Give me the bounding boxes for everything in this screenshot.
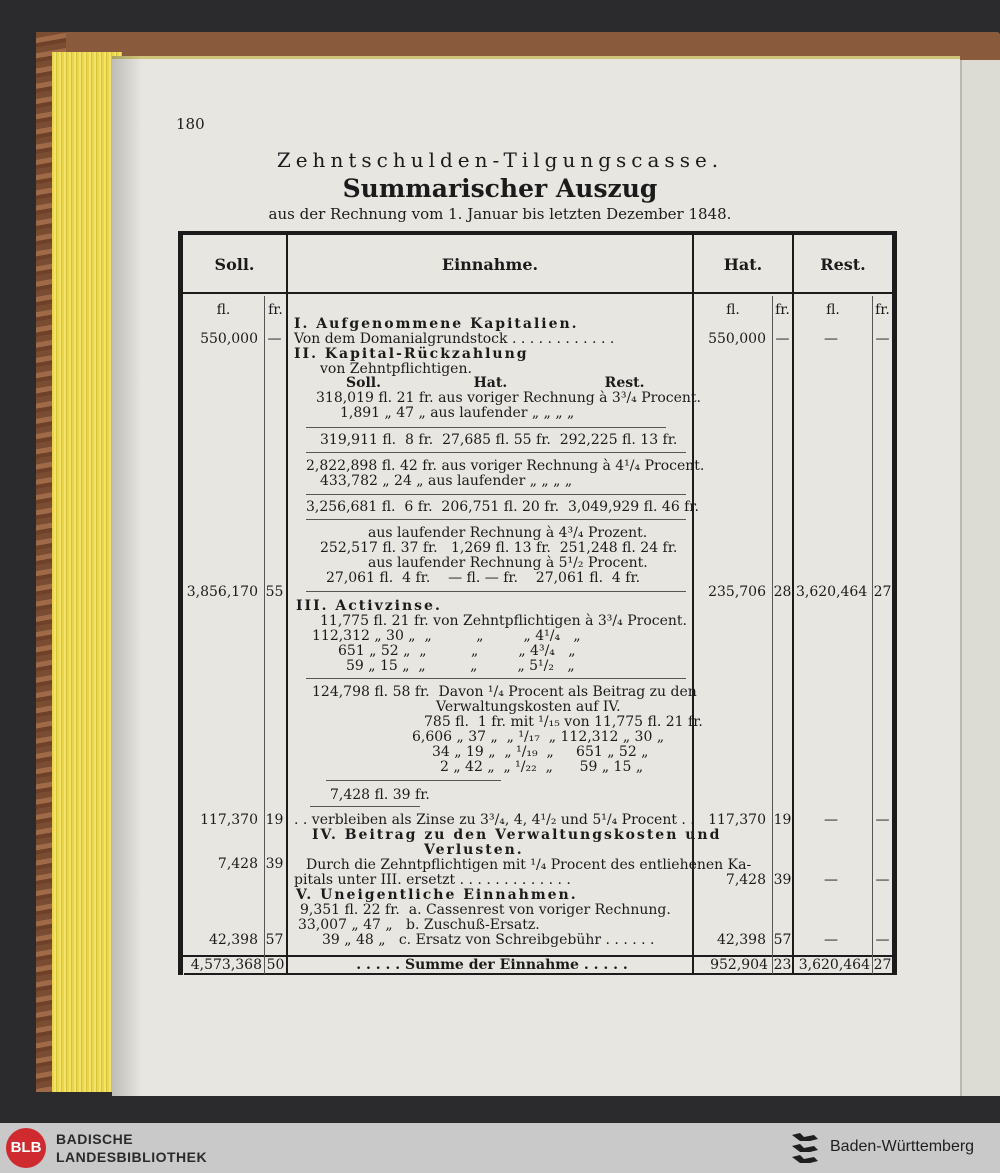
- title-line-2: Summarischer Auszug: [342, 174, 658, 203]
- soll-fl-value: 117,370: [200, 812, 258, 828]
- section-heading: III. Activzinse.: [296, 598, 442, 614]
- section-heading: V. Uneigentliche Einnahmen.: [296, 887, 578, 903]
- hat-fl-value: 117,370: [708, 812, 766, 828]
- subtotal-rule: [306, 678, 686, 679]
- rest-fl-value: 3,620,464: [796, 584, 868, 600]
- section-heading: I. Aufgenommene Kapitalien.: [294, 316, 579, 332]
- rest-kr-value: —: [875, 331, 890, 347]
- hat-kr-value: 19: [773, 812, 792, 828]
- header-hat: Hat.: [723, 255, 763, 274]
- body-line: Verwaltungskosten auf IV.: [436, 699, 621, 715]
- body-line: 112,312 „ 30 „ „ „ „ 4¹/₄ „: [312, 628, 581, 644]
- right-border: [892, 231, 897, 975]
- total-rest-fl: 3,620,464: [798, 957, 870, 973]
- body-line: 27,061 fl. 4 fr. — fl. — fr. 27,061 fl. 4 fr.: [326, 570, 641, 586]
- total-hat-kr: 23: [773, 957, 792, 973]
- body-line: 1,891 „ 47 „ aus laufender „ „ „ „: [340, 405, 575, 421]
- left-border: [178, 231, 183, 975]
- body-line: 252,517 fl. 37 fr. 1,269 fl. 13 fr. 251,248 fl. 24 fr.: [320, 540, 678, 556]
- soll-fl-value: 42,398: [209, 932, 258, 948]
- soll-kr-divider: [264, 296, 265, 974]
- body-line: 9,351 fl. 22 fr. a. Cassenrest von voriger Rechnung.: [300, 902, 671, 918]
- section-heading: II. Kapital-Rückzahlung: [294, 346, 529, 362]
- rest-fl-value: —: [824, 932, 838, 948]
- rest-fl-value: —: [824, 331, 838, 347]
- hat-divider: [792, 235, 794, 975]
- unit-rest-fl: fl.: [826, 302, 840, 318]
- total-soll-fl: 4,573,368: [190, 957, 262, 973]
- rest-kr-value: —: [875, 812, 890, 828]
- header-rest: Rest.: [820, 255, 866, 274]
- body-line: aus laufender Rechnung à 5¹/₂ Procent.: [368, 555, 648, 571]
- body-line: 7,428 fl. 39 fr.: [330, 787, 430, 803]
- body-line: Durch die Zehntpflichtigen mit ¹/₄ Procent des entliehenen Ka-: [306, 857, 752, 873]
- body-line: 59 „ 15 „ „ „ „ 5¹/₂ „: [346, 658, 575, 674]
- soll-fl-value: 7,428: [217, 856, 258, 872]
- body-line: 11,775 fl. 21 fr. von Zehntpflichtigen à 3³/₄ Procent.: [320, 613, 687, 629]
- body-line: 6,606 „ 37 „ „ ¹/₁₇ „ 112,312 „ 30 „: [412, 729, 665, 745]
- unit-rest-kr: fr.: [875, 302, 890, 318]
- unit-soll-kr: fr.: [268, 302, 283, 318]
- rest-kr-value: —: [875, 872, 890, 888]
- hat-fl-value: 550,000: [708, 331, 766, 347]
- title-line-1: Zehntschulden-Tilgungscasse.: [276, 148, 724, 172]
- body-line: 39 „ 48 „ c. Ersatz von Schreibgebühr . . . . . .: [322, 932, 655, 948]
- body-line: 651 „ 52 „ „ „ „ 4³/₄ „: [338, 643, 576, 659]
- soll-divider: [286, 235, 288, 975]
- hat-fl-value: 235,706: [708, 584, 766, 600]
- rest-kr-value: —: [875, 932, 890, 948]
- unit-soll-fl: fl.: [216, 302, 231, 318]
- hat-fl-value: 42,398: [717, 932, 766, 948]
- hat-fl-value: 7,428: [725, 872, 766, 888]
- section-heading: Verlusten.: [424, 842, 524, 858]
- subtotal-rule: [306, 519, 686, 520]
- hat-kr-value: 39: [773, 872, 792, 888]
- unit-hat-fl: fl.: [726, 302, 740, 318]
- section-heading: IV. Beitrag zu den Verwaltungskosten und: [312, 827, 722, 843]
- lions-crest-icon: [790, 1131, 820, 1165]
- bw-text[interactable]: Baden-Württemberg: [830, 1138, 975, 1155]
- subtotal-rule: [306, 452, 686, 453]
- hat-kr-value: 28: [773, 584, 792, 600]
- body-line: aus laufender Rechnung à 4³/₄ Prozent.: [368, 525, 648, 541]
- rest-kr-value: 27: [873, 584, 892, 600]
- body-line: 785 fl. 1 fr. mit ¹/₁₅ von 11,775 fl. 21 fr.: [424, 714, 703, 730]
- body-line: 124,798 fl. 58 fr. Davon ¹/₄ Procent als Beitrag zu den: [312, 684, 697, 700]
- header-soll: Soll.: [214, 255, 255, 274]
- soll-fl-value: 3,856,170: [186, 584, 258, 600]
- soll-kr-value: —: [267, 331, 282, 347]
- subtotal-rule: [306, 591, 686, 592]
- subtotal-rule: [306, 494, 686, 495]
- body-line: 34 „ 19 „ „ ¹/₁₉ „ 651 „ 52 „: [432, 744, 649, 760]
- total-soll-kr: 50: [266, 957, 285, 973]
- unit-hat-kr: fr.: [775, 302, 790, 318]
- rest-fl-value: —: [824, 812, 838, 828]
- page-number: 180: [176, 115, 205, 133]
- body-line: pitals unter III. ersetzt . . . . . . . . . . . . .: [294, 872, 571, 888]
- total-label: . . . . . Summe der Einnahme . . . . .: [356, 957, 628, 973]
- subtotal-rule: [306, 427, 666, 428]
- soll-fl-value: 550,000: [200, 331, 258, 347]
- subtotal-rule: [310, 806, 420, 807]
- soll-kr-value: 55: [265, 584, 284, 600]
- body-line: . . verbleiben als Zinse zu 3³/₄, 4, 4¹/₂ und 5¹/₄ Procent . .: [294, 812, 695, 828]
- body-line: 2 „ 42 „ „ ¹/₂₂ „ 59 „ 15 „: [440, 759, 644, 775]
- blb-name-line-2: LANDESBIBLIOTHEK: [56, 1149, 208, 1165]
- soll-kr-value: 39: [265, 856, 284, 872]
- body-line: 33,007 „ 47 „ b. Zuschuß-Ersatz.: [298, 917, 540, 933]
- body-line: Soll. Hat. Rest.: [346, 375, 645, 391]
- body-line: 433,782 „ 24 „ aus laufender „ „ „ „: [320, 473, 573, 489]
- body-line: Von dem Domanialgrundstock . . . . . . . . . . . .: [294, 331, 615, 347]
- blb-name-line-1: BADISCHE: [56, 1131, 134, 1147]
- body-line: 2,822,898 fl. 42 fr. aus voriger Rechnung à 4¹/₄ Procent.: [306, 458, 705, 474]
- body-line: von Zehntpflichtigen.: [320, 361, 472, 377]
- hat-kr-value: 57: [773, 932, 792, 948]
- soll-kr-value: 19: [265, 812, 284, 828]
- table-bottom-rule: [184, 973, 894, 975]
- body-line: 318,019 fl. 21 fr. aus voriger Rechnung à 3³/₄ Procent.: [316, 390, 701, 406]
- blb-logo[interactable]: BLB: [6, 1128, 46, 1168]
- total-hat-fl: 952,904: [710, 957, 768, 973]
- rest-fl-value: —: [824, 872, 838, 888]
- subtotal-rule: [326, 780, 501, 781]
- header-einnahme: Einnahme.: [441, 255, 539, 274]
- body-line: 319,911 fl. 8 fr. 27,685 fl. 55 fr. 292,225 fl. 13 fr.: [320, 432, 678, 448]
- title-line-3: aus der Rechnung vom 1. Januar bis letzten Dezember 1848.: [268, 205, 732, 223]
- soll-kr-value: 57: [265, 932, 284, 948]
- body-line: 3,256,681 fl. 6 fr. 206,751 fl. 20 fr. 3,049,929 fl. 46 fr.: [306, 499, 699, 515]
- total-rest-kr: 27: [873, 957, 892, 973]
- hat-kr-value: —: [775, 331, 790, 347]
